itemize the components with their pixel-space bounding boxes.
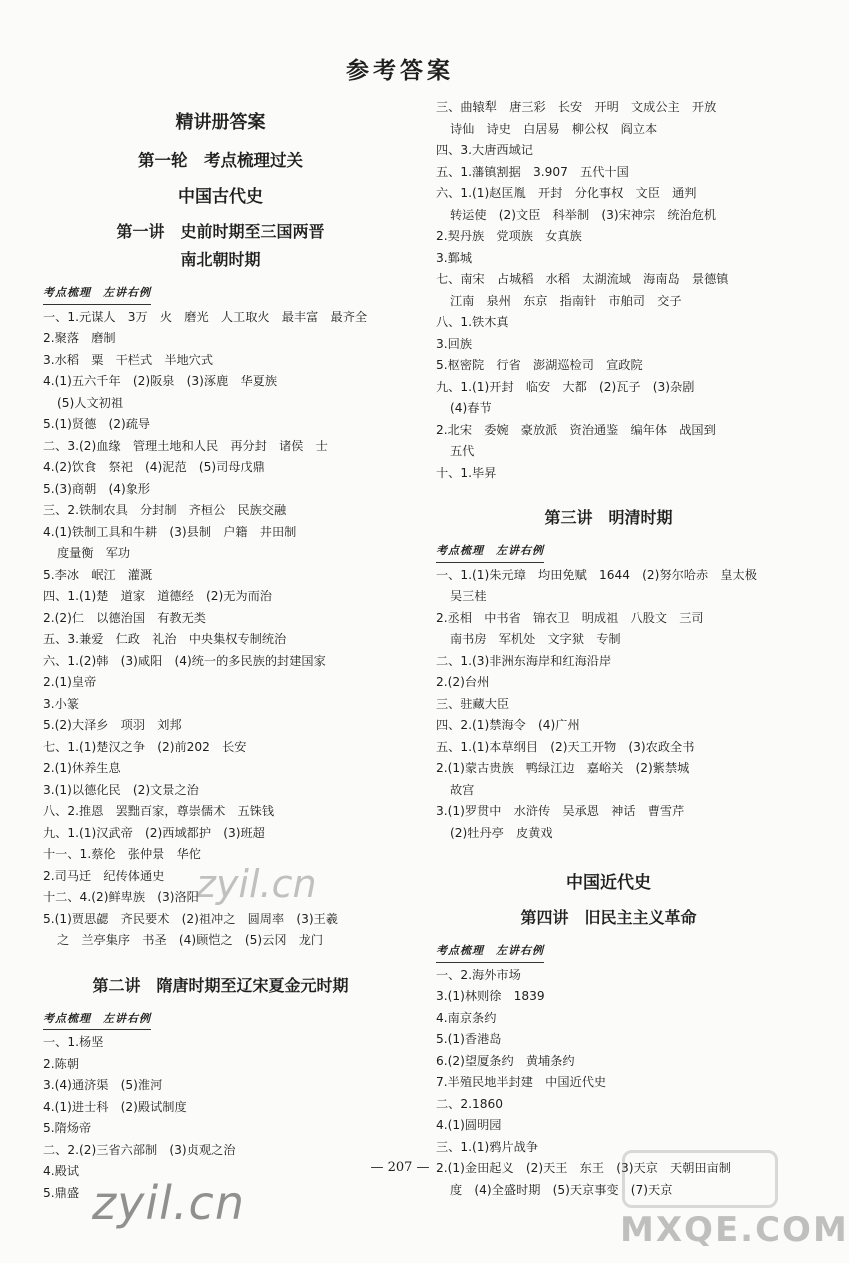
answer-line: 4.(1)铁制工具和牛耕 (3)县制 户籍 井田制 [43, 524, 297, 539]
lecture1-title-b: 南北朝时期 [180, 250, 261, 269]
answer-line: 三、曲辕犁 唐三彩 长安 开明 文成公主 开放 [436, 100, 717, 114]
answer-line: 三、驻藏大臣 [436, 696, 510, 711]
lecture3-title: 第三讲 明清时期 [544, 508, 673, 527]
answer-line: 4.南京条约 [436, 1010, 497, 1025]
answer-line: 十一、1.蔡伦 张仲景 华佗 [43, 847, 201, 861]
answer-line: 5.隋炀帝 [43, 1121, 92, 1135]
lecture4-title: 第四讲 旧民主主义革命 [520, 908, 697, 927]
section-heading-modern: 中国近代史 [566, 873, 651, 893]
section-label: 考点梳理 左讲右例 [43, 1008, 398, 1031]
answer-line: 七、南宋 占城稻 水稻 太湖流域 海南岛 景德镇 [436, 272, 729, 286]
right-column [436, 97, 781, 1201]
answer-line: 5.(2)大泽乡 项羽 刘邦 [43, 718, 182, 732]
answer-line: 3.小篆 [43, 696, 80, 711]
answer-line: 八、1.铁木真 [436, 315, 509, 329]
answer-line: 2.(1)休养生息 [43, 761, 121, 775]
section-label: 考点梳理 左讲右例 [436, 540, 781, 563]
answer-line: 江南 泉州 东京 指南针 市舶司 交子 [450, 293, 682, 308]
answer-line: 5.鼎盛 [43, 1185, 80, 1200]
answer-line: 2.(2)台州 [436, 675, 490, 689]
lecture2-answers-continued [436, 97, 781, 484]
answer-line: 4.(1)圆明园 [436, 1118, 502, 1132]
answer-line: 五代 [450, 444, 475, 458]
answer-line: 2.丞相 中书省 锦衣卫 明成祖 八股文 三司 [436, 610, 704, 625]
answer-line: 5.(1)贤德 (2)疏导 [43, 417, 151, 431]
answer-line: 六、1.(1)赵匡胤 开封 分化事权 文臣 通判 [436, 186, 697, 200]
answer-line: 2.(1)金田起义 (2)天王 东王 (3)天京 天朝田亩制 [436, 1161, 731, 1175]
answer-line: 5.(1)香港岛 [436, 1032, 502, 1046]
answer-line: 3.(1)以德化民 (2)文景之治 [43, 782, 199, 797]
answer-line: 2.北宋 委婉 豪放派 资治通鉴 编年体 战国到 [436, 422, 716, 437]
answer-line: 五、1.藩镇割据 3.907 五代十国 [436, 164, 629, 179]
answer-line: 2.契丹族 党项族 女真族 [436, 229, 582, 243]
answer-line: 吴三桂 [450, 589, 487, 603]
answer-line: 之 兰亭集序 书圣 (4)顾恺之 (5)云冈 龙门 [57, 933, 324, 947]
answer-line: 6.(2)望厦条约 黄埔条约 [436, 1053, 575, 1068]
section-heading-ancient: 中国古代史 [178, 187, 263, 207]
answer-line: 4.(2)饮食 祭祀 (4)泥范 (5)司母戊鼎 [43, 460, 265, 474]
answer-line: 4.(1)进士科 (2)殿试制度 [43, 1099, 187, 1114]
answer-line: 九、1.(1)开封 临安 大都 (2)瓦子 (3)杂剧 [436, 379, 695, 394]
answer-line: 3.(1)林则徐 1839 [436, 989, 545, 1003]
answer-line: 七、1.(1)楚汉之争 (2)前202 长安 [43, 739, 247, 754]
section-heading-main: 精讲册答案 [175, 112, 266, 133]
answer-line: 3.(1)罗贯中 水浒传 吴承恩 神话 曹雪芹 [436, 804, 685, 818]
answer-line: 一、1.(1)朱元璋 均田免赋 1644 (2)努尔哈赤 皇太极 [436, 567, 757, 582]
lecture2-title: 第二讲 隋唐时期至辽宋夏金元时期 [92, 975, 349, 995]
section-label: 考点梳理 左讲右例 [43, 282, 398, 305]
answer-line: 4.(1)五六千年 (2)阪泉 (3)涿鹿 华夏族 [43, 374, 278, 388]
answer-line: 7.半殖民地半封建 中国近代史 [436, 1075, 607, 1089]
answer-line: 2.(2)仁 以德治国 有教无类 [43, 610, 206, 625]
answer-line: 2.(1)皇帝 [43, 675, 97, 689]
answer-line: 九、1.(1)汉武帝 (2)西域都护 (3)班超 [43, 825, 265, 840]
answer-line: 四、2.(1)禁海令 (4)广州 [436, 718, 580, 732]
answer-line: 一、1.杨坚 [43, 1035, 104, 1049]
watermark-main: zyil.cn [92, 1176, 245, 1230]
answer-line: 五、3.兼爱 仁政 礼治 中央集权专制统治 [43, 632, 287, 646]
answer-line: 故宫 [450, 782, 475, 797]
answer-line: 5.(3)商朝 (4)象形 [43, 481, 151, 496]
answer-line: 二、3.(2)血缘 管理土地和人民 再分封 诸侯 士 [43, 438, 328, 453]
answer-line: 2.聚落 磨制 [43, 331, 116, 345]
answer-line: 诗仙 诗史 白居易 柳公权 阎立本 [450, 121, 658, 136]
section-heading-round: 第一轮 考点梳理过关 [138, 151, 303, 170]
watermark-logo-icon [622, 1150, 778, 1208]
lecture3-answers [436, 565, 781, 845]
answer-line: 三、2.铁制农具 分封制 齐桓公 民族交融 [43, 503, 287, 517]
answer-line: 5.(1)贾思勰 齐民要术 (2)祖冲之 圆周率 (3)王羲 [43, 911, 338, 926]
answer-line: 一、2.海外市场 [436, 967, 521, 982]
answer-line: 度量衡 军功 [57, 546, 131, 560]
answer-line: 二、2.(2)三省六部制 (3)贞观之治 [43, 1142, 236, 1157]
answer-line: 2.陈朝 [43, 1056, 80, 1071]
answer-line: 南书房 军机处 文字狱 专制 [450, 632, 621, 646]
answer-line: 六、1.(2)韩 (3)咸阳 (4)统一的多民族的封建国家 [43, 653, 326, 668]
answer-line: 5.李冰 岷江 灌溉 [43, 567, 153, 582]
answer-line: 3.回族 [436, 336, 473, 351]
watermark-corner: MXQE.COM [620, 1210, 849, 1250]
answer-line: 三、1.(1)鸦片战争 [436, 1139, 539, 1154]
answer-line: 十二、4.(2)鲜卑族 (3)洛阳 [43, 890, 199, 904]
answer-line: (4)春节 [450, 401, 492, 415]
answer-line: 二、1.(3)非洲东海岸和红海沿岸 [436, 653, 612, 668]
watermark-mid: zyil.cn [196, 862, 317, 906]
answer-line: (5)人文初祖 [57, 395, 124, 410]
answer-line: 2.司马迁 纪传体通史 [43, 868, 165, 883]
answer-line: 3.水稻 粟 干栏式 半地穴式 [43, 352, 214, 367]
answer-line: 4.殿试 [43, 1164, 80, 1178]
answer-line: 度 (4)全盛时期 (5)天京事变 (7)天京 [450, 1182, 673, 1197]
answer-line: 一、1.元谋人 3万 火 磨光 人工取火 最丰富 最齐全 [43, 309, 368, 324]
answer-line: 3.鄞城 [436, 250, 473, 265]
section-label: 考点梳理 左讲右例 [436, 940, 781, 963]
left-column [43, 102, 398, 1204]
answer-line: 四、3.大唐西域记 [436, 143, 533, 157]
answer-line: (2)牡丹亭 皮黄戏 [450, 825, 553, 840]
lecture1-title-a: 第一讲 史前时期至三国两晋 [116, 222, 325, 241]
page-title: 参考答案 [346, 57, 454, 84]
answer-line: 八、2.推恩 罢黜百家，尊崇儒术 五铢钱 [43, 804, 275, 818]
answer-line: 十、1.毕昇 [436, 465, 497, 480]
answer-line: 3.(4)通济渠 (5)淮河 [43, 1078, 163, 1092]
answer-line: 转运使 (2)文臣 科举制 (3)宋神宗 统治危机 [450, 207, 717, 222]
page-number: — 207 — [370, 1160, 430, 1175]
lecture1-answers [43, 307, 398, 952]
answer-line: 二、2.1860 [436, 1096, 504, 1111]
answer-line: 五、1.(1)本草纲目 (2)天工开物 (3)农政全书 [436, 739, 695, 754]
answer-line: 2.(1)蒙古贵族 鸭绿江边 嘉峪关 (2)紫禁城 [436, 761, 690, 775]
answer-line: 四、1.(1)楚 道家 道德经 (2)无为而治 [43, 589, 272, 603]
answer-line: 5.枢密院 行省 澎湖巡检司 宣政院 [436, 358, 643, 372]
